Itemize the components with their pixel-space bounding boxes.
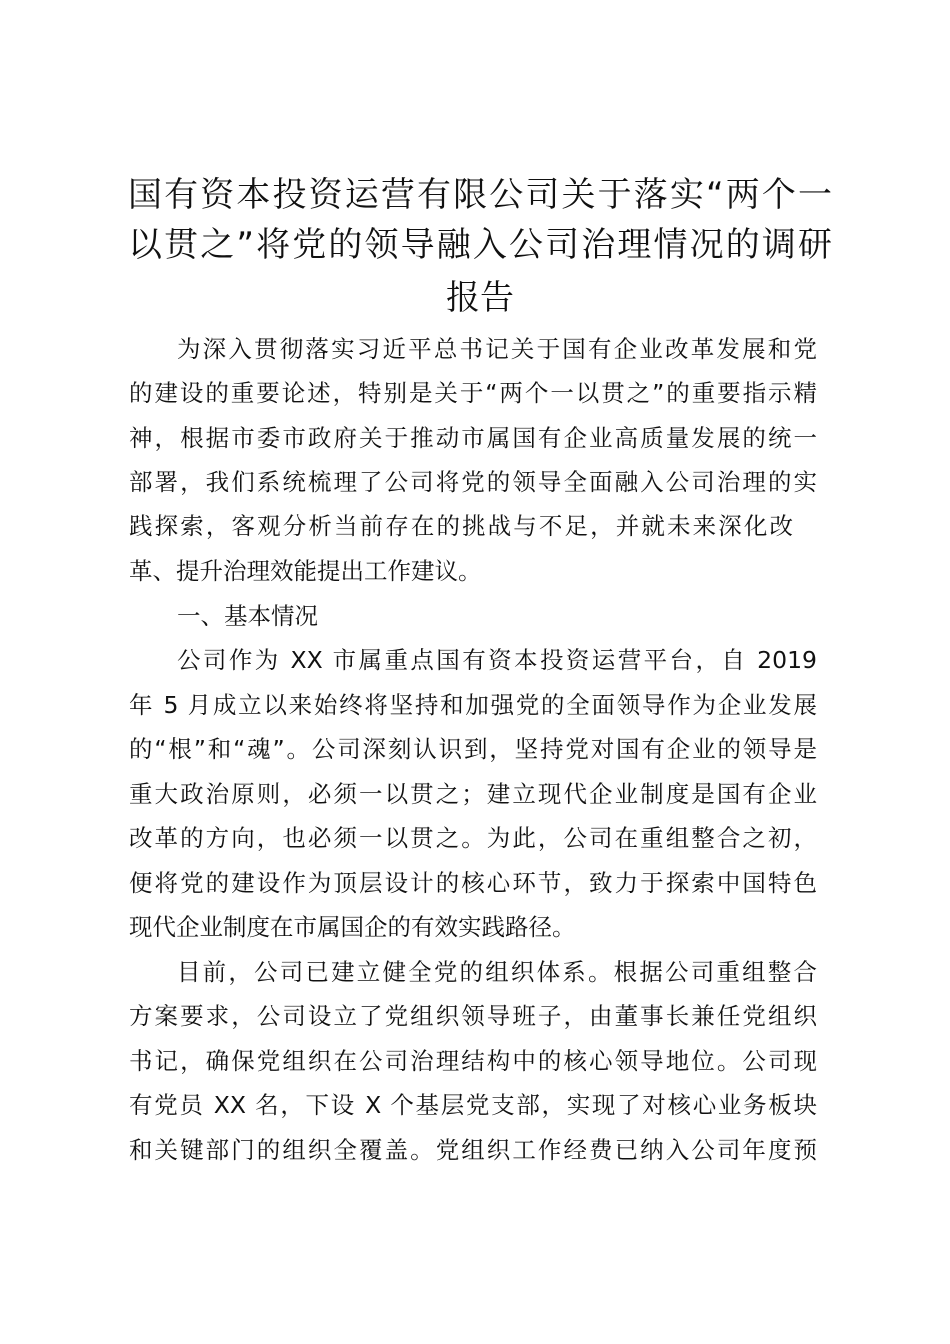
paragraph-1-line-1: 为深入贯彻落实习近平总书记关于国有企业改革发展和党 <box>177 335 817 363</box>
paragraph-2-line-6: 便将党的建设作为顶层设计的核心环节，致力于探索中国特色 <box>129 869 817 897</box>
document-title-line-3: 报告 <box>446 278 514 318</box>
document-title-line-2: 以贯之”将党的领导融入公司治理情况的调研 <box>128 225 832 265</box>
paragraph-2-line-1: 公司作为 XX 市属重点国有资本投资运营平台，自 2019 <box>177 646 817 674</box>
paragraph-1-line-3: 神，根据市委市政府关于推动市属国有企业高质量发展的统一 <box>129 424 817 452</box>
paragraph-1-line-2: 的建设的重要论述，特别是关于“两个一以贯之”的重要指示精 <box>129 379 817 407</box>
paragraph-3-line-2: 方案要求，公司设立了党组织领导班子，由董事长兼任党组织 <box>129 1002 817 1030</box>
paragraph-3-line-3: 书记，确保党组织在公司治理结构中的核心领导地位。公司现 <box>129 1047 817 1075</box>
paragraph-2-line-4: 重大政治原则，必须一以贯之；建立现代企业制度是国有企业 <box>129 780 817 808</box>
paragraph-3-line-5: 和关键部门的组织全覆盖。党组织工作经费已纳入公司年度预 <box>129 1136 817 1164</box>
paragraph-1-line-4: 部署，我们系统梳理了公司将党的领导全面融入公司治理的实 <box>129 468 817 496</box>
section-heading-basic-situation: 一、基本情况 <box>177 602 318 630</box>
paragraph-1-line-6: 革、提升治理效能提出工作建议。 <box>129 557 482 585</box>
paragraph-2-line-2: 年 5 月成立以来始终将坚持和加强党的全面领导作为企业发展 <box>129 691 817 719</box>
paragraph-2-line-3: 的“根”和“魂”。公司深刻认识到，坚持党对国有企业的领导是 <box>129 735 817 763</box>
paragraph-3-line-4: 有党员 XX 名，下设 X 个基层党支部，实现了对核心业务板块 <box>129 1091 817 1119</box>
paragraph-2-line-7: 现代企业制度在市属国企的有效实践路径。 <box>129 913 576 941</box>
paragraph-2-line-5: 改革的方向，也必须一以贯之。为此，公司在重组整合之初， <box>129 824 817 852</box>
paragraph-3-line-1: 目前，公司已建立健全党的组织体系。根据公司重组整合 <box>177 958 817 986</box>
paragraph-1-line-5: 践探索，客观分析当前存在的挑战与不足，并就未来深化改 <box>129 512 793 540</box>
document-title-line-1: 国有资本投资运营有限公司关于落实“两个一 <box>128 175 832 215</box>
